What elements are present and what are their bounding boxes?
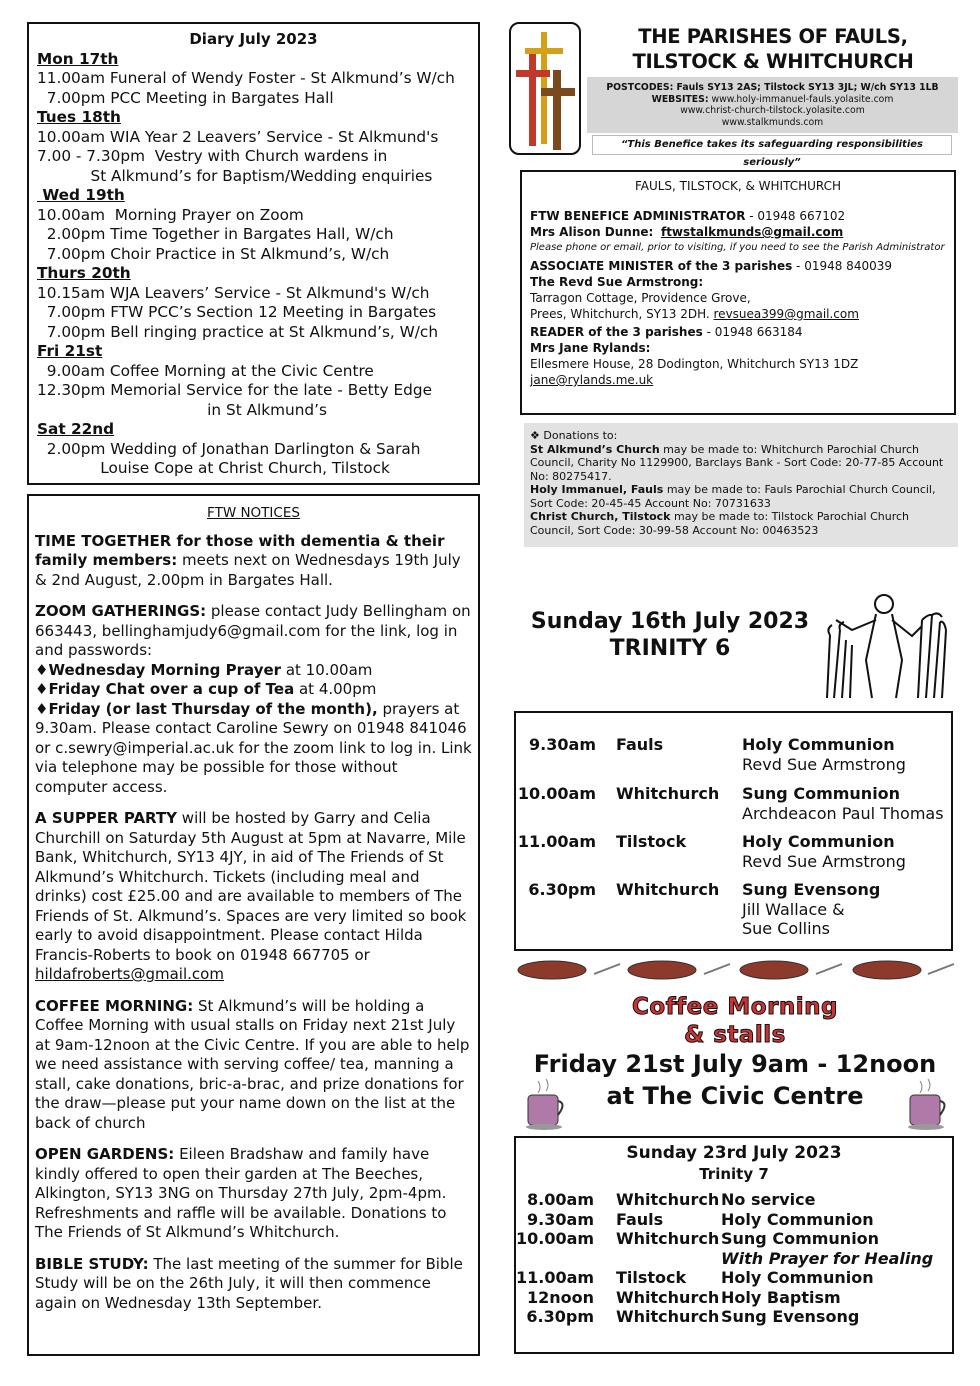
sunday23-subtitle: Trinity 7: [699, 1165, 769, 1183]
diary-line: in St Alkmund’s: [37, 400, 327, 419]
diary-day: [37, 186, 470, 264]
donation-item: [530, 483, 952, 510]
diamond-cross-icon: ❖: [530, 429, 540, 442]
bullet-bold: Friday Chat over a cup of Tea: [48, 680, 295, 698]
notice-heading: TIME TOGETHER for those with dementia & their family members:: [35, 531, 445, 569]
admin-phone: - 01948 667102: [745, 209, 846, 223]
coffee-mug-icon: [524, 1077, 568, 1133]
coffee-ad-line: Coffee Morning: [631, 994, 839, 1020]
zoom-bullet: [35, 700, 472, 798]
donations-heading-line: [530, 429, 952, 443]
service-name: Holy Communion: [742, 832, 895, 851]
donation-item: [530, 443, 952, 484]
donation-text: may be made to: Whitchurch Parochial Church Council, Charity No 1129900, Barclays Bank - Sort Code: 20-77-85 Account No: 80275417.: [530, 442, 944, 483]
service-place: Tilstock: [616, 832, 687, 851]
admin-name: Mrs Alison Dunne:: [530, 225, 654, 239]
diary-line: 7.00pm Choir Practice in St Alkmund’s, W/ch: [37, 244, 390, 263]
assoc-address: [530, 306, 946, 322]
diary-day-label: Wed 19th: [37, 186, 125, 204]
notice-text: please contact Judy Bellingham on 663443, bellinghamjudy6@gmail.com for the link, log in and passwords:: [35, 602, 471, 659]
service-place: Fauls: [616, 735, 664, 754]
assoc-phone: - 01948 840039: [792, 259, 892, 273]
diary-day: [37, 420, 470, 479]
notice-heading: BIBLE STUDY:: [35, 1254, 149, 1273]
diary-line: 9.00am Coffee Morning at the Civic Centre: [37, 361, 374, 380]
notice-gardens: [35, 1145, 472, 1243]
service-time: 6.30pm: [526, 1307, 594, 1326]
website-link[interactable]: www.stalkmunds.com: [721, 116, 824, 128]
diary-line: 7.00pm Bell ringing practice at St Alkmund’s, W/ch: [37, 322, 439, 341]
service-name: Holy Communion: [721, 1210, 874, 1229]
diary-box: [27, 22, 480, 485]
service-name: Holy Baptism: [721, 1288, 841, 1307]
diary-day-label: Tues 18th: [37, 108, 121, 126]
coffee-cups-border-icon: [512, 952, 960, 990]
bullet-bold: Friday (or last Thursday of the month),: [48, 699, 378, 718]
service-minister: Jill Wallace &: [742, 899, 845, 919]
service-time: 9.30am: [527, 1210, 594, 1229]
notice-text: Eileen Bradshaw and family have kindly offered to open their garden at The Beeches, Alkington, SY13 3NG on Thursday 27th July, 2pm-4pm. Refreshments and raffle will be available. Donations to The Friends of St Alkmund’s Whitchurch.: [35, 1145, 447, 1241]
service-time: 8.00am: [527, 1190, 594, 1209]
notice-text: The last meeting of the summer for Bible Study will be on the 26th July, it will then commence again on Wednesday 13th September.: [35, 1254, 463, 1312]
assoc-role-line: [530, 258, 946, 274]
service-minister: Archdeacon Paul Thomas: [742, 803, 944, 823]
title-line: TILSTOCK & WHITCHURCH: [632, 50, 914, 73]
reader-phone: - 01948 663184: [702, 325, 803, 339]
notice-time-together: [35, 532, 472, 591]
postcodes: POSTCODES: Fauls SY13 2AS; Tilstock SY13 3JL; W/ch SY13 1LB: [606, 82, 939, 93]
reader-role: READER of the 3 parishes: [530, 325, 703, 339]
diary-line: 10.00am Morning Prayer on Zoom: [37, 205, 304, 224]
reader-email-link[interactable]: jane@rylands.me.uk: [530, 373, 654, 387]
service-minister: Sue Collins: [742, 919, 830, 938]
service-time: 10.00am: [517, 784, 596, 803]
service-place: Whitchurch: [616, 880, 720, 899]
service-place: Whitchurch: [616, 1229, 720, 1248]
diary-day: [37, 108, 470, 186]
notices-box: [27, 494, 480, 1356]
donation-church: Holy Immanuel, Fauls: [530, 483, 664, 496]
service-time: 10.00am: [516, 1229, 595, 1248]
website-link[interactable]: www.christ-church-tilstock.yolasite.com: [680, 105, 865, 116]
assoc-address-2: Prees, Whitchurch, SY13 2DH.: [530, 307, 714, 321]
admin-name-line: [530, 224, 946, 240]
reader-role-line: [530, 324, 946, 340]
diary-line: 7.00 - 7.30pm Vestry with Church wardens in: [37, 147, 388, 165]
donations-box: [524, 423, 958, 547]
service-name: Sung Evensong: [742, 880, 881, 899]
service-place: Whitchurch: [616, 1190, 720, 1209]
zoom-bullet: [35, 661, 472, 681]
diary-line: 7.00pm FTW PCC’s Section 12 Meeting in Bargates: [37, 303, 437, 321]
donation-item: [530, 510, 952, 537]
service-detail: [742, 832, 906, 871]
service-minister: Revd Sue Armstrong: [742, 851, 906, 871]
diary-day: [37, 264, 470, 342]
notice-supper: [35, 809, 472, 985]
service-time: 12noon: [526, 1288, 594, 1307]
service-name: Holy Communion: [721, 1268, 874, 1287]
diary-day: [37, 342, 470, 420]
assoc-address: Tarragon Cottage, Providence Grove,: [530, 291, 751, 305]
admin-role-line: [530, 208, 946, 224]
website-link[interactable]: www.holy-immanuel-fauls.yolasite.com: [711, 93, 894, 105]
service-name: Sung Communion: [742, 784, 901, 803]
diary-line: 10.15am WJA Leavers’ Service - St Alkmund's W/ch: [37, 283, 430, 302]
coffee-ad-date: Friday 21st July 9am - 12noon: [533, 1050, 937, 1078]
service-name: Sung Evensong: [721, 1307, 860, 1326]
crosses-logo-icon: [509, 22, 581, 155]
service-time: 11.00am: [516, 1268, 595, 1287]
donation-text: may be made to: Fauls Parochial Church Council, Sort Code: 20-45-45 Account No: 70731633: [530, 483, 936, 510]
sunday23-services: [514, 1136, 954, 1354]
admin-role: FTW BENEFICE ADMINISTRATOR: [530, 209, 746, 223]
reader-name: Mrs Jane Rylands:: [530, 341, 651, 355]
parish-title: [588, 24, 958, 74]
diary-line: Louise Cope at Christ Church, Tilstock: [37, 459, 390, 477]
coffee-ad-title: [510, 993, 960, 1049]
sunday16-title: Sunday 16th July 2023: [530, 609, 810, 634]
sunday16-subtitle: TRINITY 6: [609, 636, 731, 661]
websites: [587, 94, 958, 106]
diary-line: 11.00am Funeral of Wendy Foster - St Alkmund’s W/ch: [37, 69, 455, 87]
diary-title: Diary July 2023: [189, 30, 318, 48]
donation-text: may be made to: Tilstock Parochial Church Council, Sort Code: 30-99-58 Account No: 00463523: [530, 510, 910, 537]
diamond-bullet-icon: ♦: [35, 680, 49, 698]
email-link[interactable]: hildafroberts@gmail.com: [35, 965, 224, 983]
postcodes-box: [587, 77, 958, 133]
notice-heading: A SUPPER PARTY: [35, 809, 178, 827]
contacts-box: [520, 170, 956, 415]
service-name: With Prayer for Healing: [721, 1249, 934, 1268]
donations-heading: Donations to:: [543, 429, 618, 442]
diary-line: 2.00pm Time Together in Bargates Hall, W/ch: [37, 225, 394, 243]
notice-heading: ZOOM GATHERINGS:: [35, 602, 207, 620]
sunday16-services: [514, 711, 953, 951]
service-place: Tilstock: [616, 1268, 687, 1287]
service-name: No service: [721, 1190, 816, 1209]
coffee-ad-venue: at The Civic Centre: [606, 1082, 864, 1110]
notice-bible: [35, 1255, 472, 1314]
diary-day-label: Thurs 20th: [37, 264, 131, 282]
service-time: 6.30pm: [528, 880, 596, 899]
diary-line: 7.00pm PCC Meeting in Bargates Hall: [37, 88, 334, 107]
service-name: Holy Communion: [742, 735, 895, 754]
diary-line: 12.30pm Memorial Service for the late - Betty Edge: [37, 381, 433, 399]
service-time: 11.00am: [517, 832, 596, 851]
bullet-text: prayers at 9.30am. Please contact Caroline Sewry on 01948 841046 or c.sewry@imperial.ac.uk for the zoom link to log in. Link via telephone may be possible for those without computer access.: [35, 699, 472, 796]
zoom-bullet: [35, 680, 472, 700]
service-name: Sung Communion: [721, 1229, 880, 1248]
assoc-email-link[interactable]: revsuea399@gmail.com: [713, 307, 859, 321]
notice-coffee: [35, 997, 472, 1134]
coffee-mug-icon: [906, 1077, 950, 1133]
coffee-ad-line: & stalls: [684, 1022, 786, 1048]
sunday23-title: Sunday 23rd July 2023: [626, 1143, 842, 1163]
donation-church: St Alkmund’s Church: [530, 442, 660, 456]
bullet-text: at 4.00pm: [294, 680, 377, 698]
notice-text: will be hosted by Garry and Celia Churchill on Saturday 5th August at 5pm at Navarre, Mile Bank, Whitchurch, SY13 4JY, in aid of The Friends of St Alkmund’s Whitchurch. Tickets (including meal and drinks) cost £25.00 and are available to members of The Friends of St. Alkmund’s. Spaces are very limited so book early to avoid disappointment. Please contact Hilda Francis-Roberts to book on 01948 667705 or: [35, 809, 467, 964]
notice-heading: COFFEE MORNING:: [35, 996, 194, 1015]
admin-email-link[interactable]: ftwstalkmunds@gmail.com: [660, 225, 844, 239]
diary-day-label: Fri 21st: [37, 342, 103, 360]
diary-line: 2.00pm Wedding of Jonathan Darlington & Sarah: [37, 439, 421, 458]
websites-label: WEBSITES:: [651, 93, 709, 105]
diary-day-label: Sat 22nd: [37, 420, 115, 438]
diary-day-label: Mon 17th: [37, 49, 119, 68]
bullet-text: at 10.00am: [281, 660, 373, 679]
notice-heading: OPEN GARDENS:: [35, 1145, 175, 1163]
sunday16-heading: [520, 608, 820, 662]
diary-day: [37, 50, 470, 109]
bullet-bold: Wednesday Morning Prayer: [48, 660, 282, 679]
notice-text: meets next on Wednesdays 19th July & 2nd August, 2.00pm in Bargates Hall.: [35, 551, 461, 589]
notices-title: FTW NOTICES: [207, 505, 300, 521]
diamond-bullet-icon: ♦: [35, 699, 49, 718]
donation-church: Christ Church, Tilstock: [530, 510, 671, 523]
service-minister: Revd Sue Armstrong: [742, 754, 906, 774]
service-place: Whitchurch: [616, 1288, 720, 1307]
notice-zoom: [35, 602, 472, 661]
coffee-ad-details: [510, 1048, 960, 1112]
assoc-role: ASSOCIATE MINISTER of the 3 parishes: [530, 259, 793, 273]
diary-line: 10.00am WIA Year 2 Leavers’ Service - St Alkmund's: [37, 127, 439, 146]
safeguarding-statement: “This Benefice takes its safeguarding responsibilities seriously”: [592, 135, 952, 155]
diary-line: St Alkmund’s for Baptism/Wedding enquiries: [37, 166, 433, 185]
assoc-name: The Revd Sue Armstrong:: [530, 275, 704, 289]
service-place: Whitchurch: [616, 784, 720, 803]
service-detail: [742, 735, 906, 774]
notice-text: St Alkmund’s will be holding a Coffee Morning with usual stalls on Friday next 21st July at 9am-12noon at the Civic Centre. If you are able to help we need assistance with serving coffee/ tea, manning a stall, cake donations, bric-a-brac, and prize donations for the draw—please put your name down on the list at the back of church: [35, 996, 470, 1132]
diamond-bullet-icon: ♦: [35, 660, 49, 679]
service-place: Whitchurch: [616, 1307, 720, 1326]
title-line: THE PARISHES OF FAULS,: [638, 25, 908, 48]
admin-note: Please phone or email, prior to visiting, if you need to see the Parish Administrator: [530, 242, 945, 253]
service-detail: [742, 784, 944, 823]
service-place: Fauls: [616, 1210, 664, 1229]
service-detail: [742, 880, 880, 939]
contacts-title: FAULS, TILSTOCK, & WHITCHURCH: [634, 179, 842, 193]
reader-address: Ellesmere House, 28 Dodington, Whitchurch SY13 1DZ: [530, 357, 859, 371]
sower-illustration-icon: [822, 590, 950, 700]
service-time: 9.30am: [529, 735, 596, 754]
